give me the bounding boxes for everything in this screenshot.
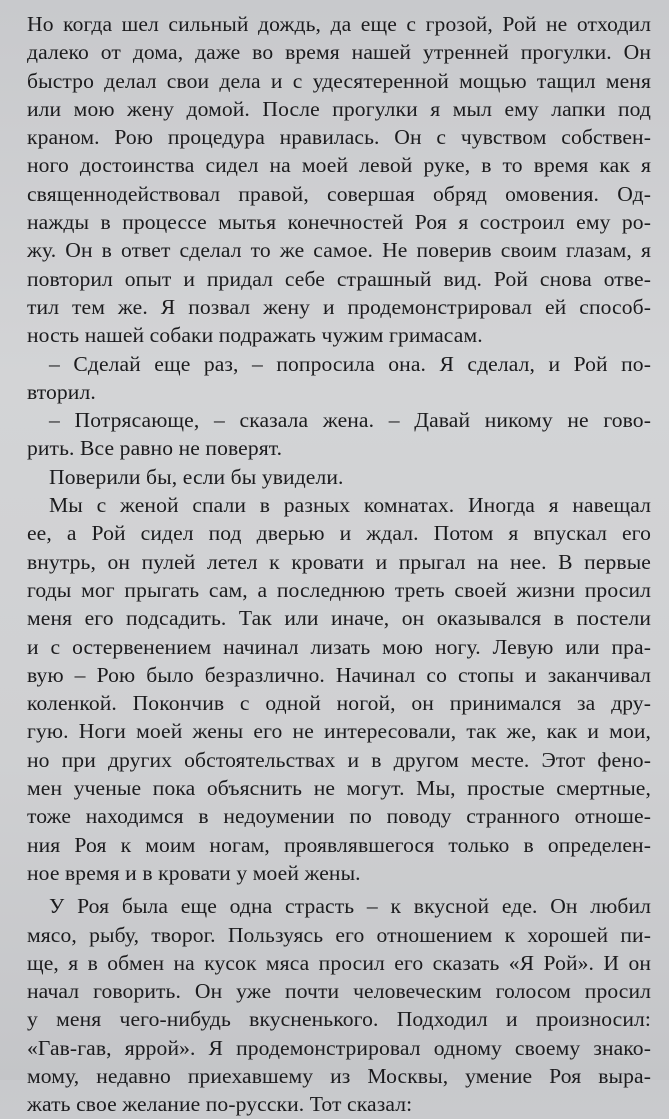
text-line: «Гав-гав, яррой». Я продемонстрировал одному своему знако- (27, 1035, 651, 1060)
text-line: Мы с женой спали в разных комнатах. Иногда я навещал (49, 493, 651, 518)
text-line: мому, недавно приехавшему из Москвы, умение Роя выра- (27, 1063, 651, 1088)
text-line: или мою жену домой. После прогулки я мыл ему лапки под (27, 96, 651, 121)
text-line: краном. Рою процедура нравилась. Он с чувством собствен- (27, 125, 651, 150)
text-line: У Роя была еще одна страсть – к вкусной еде. Он любил (49, 894, 651, 919)
paragraph (27, 463, 651, 491)
paragraph (27, 406, 651, 463)
text-line: – Потрясающе, – сказала жена. – Давай никому не гово- (49, 408, 651, 433)
text-line: ее, а Рой сидел под дверью и ждал. Потом я впускал его (27, 521, 651, 546)
text-line: быстро делал свои дела и с удесятеренной мощью тащил меня (27, 68, 651, 93)
text-line: гую. Ноги моей жены его не интересовали, так же, как и мои, (27, 719, 651, 744)
text-line: – Сделай еще раз, – попросила она. Я сделал, и Рой по- (49, 351, 651, 376)
paragraph (27, 10, 651, 350)
text-line: и с остервенением начинал лизать мою ногу. Левую или пра- (27, 634, 651, 659)
text-line: жу. Он в ответ сделал то же самое. Не поверив своим глазам, я (27, 238, 651, 263)
text-line: годы мог прыгать сам, а последнюю треть своей жизни просил (27, 577, 651, 602)
text-line: Поверили бы, если бы увидели. (49, 464, 344, 489)
text-line: ще, я в обмен на кусок мяса просил его сказать «Я Рой». И он (27, 950, 651, 975)
text-line: мясо, рыбу, творог. Пользуясь его отношением к хорошей пи- (27, 922, 651, 947)
text-line: тил тем же. Я позвал жену и продемонстрировал ей способ- (27, 294, 651, 319)
text-line: меня его подсадить. Так или иначе, он оказывался в постели (27, 606, 651, 631)
text-line: нажды в процессе мытья конечностей Роя я состроил ему ро- (27, 210, 651, 235)
text-line: у меня чего-нибудь вкусненького. Подходил и произносил: (27, 1007, 651, 1032)
paragraph (27, 491, 651, 887)
text-line: но при других обстоятельствах и в другом месте. Этот фено- (27, 747, 651, 772)
text-line: повторил опыт и придал себе страшный вид. Рой снова отве- (27, 266, 651, 291)
text-line: далеко от дома, даже во время нашей утренней прогулки. Он (27, 40, 651, 65)
text-line: рить. Все равно не поверят. (27, 436, 283, 461)
text-line: ность нашей собаки подражать чужим гримасам. (27, 323, 483, 348)
text-line: ного достоинства сидел на моей левой руке, в то время как я (27, 153, 651, 178)
text-line: вторил. (27, 379, 96, 404)
paragraph (27, 892, 651, 1118)
text-line: Но когда шел сильный дождь, да еще с грозой, Рой не отходил (27, 12, 651, 36)
text-line: ное время и в кровати у моей жены. (27, 860, 361, 885)
text-line: мен ученые пока объяснить не могут. Мы, простые смертные, (27, 776, 651, 801)
text-line: священнодействовал правой, совершая обряд омовения. Од- (27, 181, 651, 206)
text-line: внутрь, он пулей летел к кровати и прыгал на нее. В первые (27, 549, 651, 574)
text-line: тоже находимся в недоумении по поводу странного отноше- (27, 804, 651, 829)
text-line: начал говорить. Он уже почти человеческим голосом просил (27, 979, 651, 1004)
text-line: ния Роя к моим ногам, проявлявшегося только в определен- (27, 832, 651, 857)
text-line: жать свое желание по-русски. Тот сказал: (27, 1092, 413, 1117)
text-line: вую – Рою было безразлично. Начинал со стопы и заканчивал (27, 662, 651, 687)
text-line: коленкой. Покончив с одной ногой, он принимался за дру- (27, 691, 651, 716)
paragraph (27, 350, 651, 407)
